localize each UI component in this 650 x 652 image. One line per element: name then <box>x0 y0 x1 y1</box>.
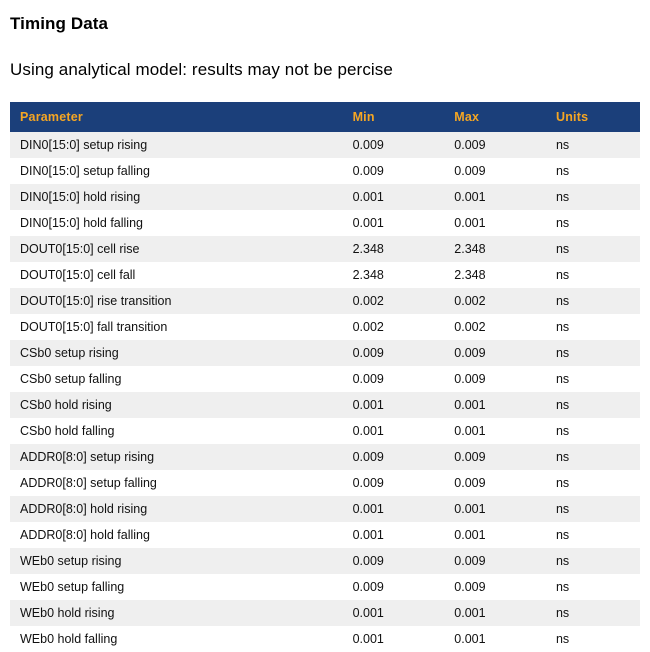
cell-max: 0.009 <box>444 574 546 600</box>
cell-max: 0.009 <box>444 340 546 366</box>
cell-units: ns <box>546 314 640 340</box>
cell-units: ns <box>546 340 640 366</box>
cell-min: 0.001 <box>343 496 445 522</box>
cell-max: 0.001 <box>444 392 546 418</box>
table-row <box>10 496 640 522</box>
cell-parameter: ADDR0[8:0] hold falling <box>10 522 343 548</box>
cell-min: 0.001 <box>343 184 445 210</box>
cell-units: ns <box>546 236 640 262</box>
cell-max: 0.009 <box>444 470 546 496</box>
cell-units: ns <box>546 288 640 314</box>
table-row <box>10 184 640 210</box>
cell-max: 2.348 <box>444 236 546 262</box>
cell-min: 0.009 <box>343 340 445 366</box>
table-row <box>10 392 640 418</box>
table-row <box>10 132 640 158</box>
cell-parameter: CSb0 hold rising <box>10 392 343 418</box>
table-row <box>10 366 640 392</box>
cell-min: 0.009 <box>343 548 445 574</box>
cell-parameter: CSb0 setup falling <box>10 366 343 392</box>
cell-parameter: DOUT0[15:0] cell rise <box>10 236 343 262</box>
cell-parameter: ADDR0[8:0] setup rising <box>10 444 343 470</box>
cell-max: 0.009 <box>444 132 546 158</box>
cell-units: ns <box>546 392 640 418</box>
cell-parameter: DOUT0[15:0] cell fall <box>10 262 343 288</box>
cell-units: ns <box>546 210 640 236</box>
cell-parameter: DOUT0[15:0] fall transition <box>10 314 343 340</box>
cell-min: 0.009 <box>343 132 445 158</box>
table-row <box>10 236 640 262</box>
cell-min: 0.001 <box>343 392 445 418</box>
cell-parameter: DIN0[15:0] hold falling <box>10 210 343 236</box>
column-header-units: Units <box>546 102 640 132</box>
cell-min: 0.001 <box>343 600 445 626</box>
cell-parameter: DIN0[15:0] hold rising <box>10 184 343 210</box>
cell-parameter: CSb0 setup rising <box>10 340 343 366</box>
cell-min: 0.009 <box>343 470 445 496</box>
cell-max: 0.009 <box>444 158 546 184</box>
cell-parameter: WEb0 setup falling <box>10 574 343 600</box>
table-row <box>10 288 640 314</box>
cell-units: ns <box>546 600 640 626</box>
page-title: Timing Data <box>10 14 109 33</box>
cell-min: 2.348 <box>343 236 445 262</box>
cell-min: 0.002 <box>343 314 445 340</box>
cell-max: 0.001 <box>444 600 546 626</box>
table-row <box>10 158 640 184</box>
cell-max: 0.002 <box>444 288 546 314</box>
cell-min: 0.009 <box>343 158 445 184</box>
cell-parameter: DOUT0[15:0] rise transition <box>10 288 343 314</box>
cell-units: ns <box>546 522 640 548</box>
cell-units: ns <box>546 262 640 288</box>
cell-max: 0.001 <box>444 522 546 548</box>
cell-max: 0.001 <box>444 626 546 652</box>
table-row <box>10 574 640 600</box>
model-note: Using analytical model: results may not be percise <box>10 60 393 79</box>
table-row <box>10 340 640 366</box>
cell-min: 0.009 <box>343 574 445 600</box>
cell-parameter: DIN0[15:0] setup rising <box>10 132 343 158</box>
cell-min: 0.009 <box>343 444 445 470</box>
table-row <box>10 444 640 470</box>
table-body <box>10 132 640 652</box>
table-row <box>10 262 640 288</box>
table-row <box>10 314 640 340</box>
cell-min: 0.009 <box>343 366 445 392</box>
cell-parameter: WEb0 setup rising <box>10 548 343 574</box>
table-row <box>10 210 640 236</box>
table-row <box>10 522 640 548</box>
cell-units: ns <box>546 496 640 522</box>
cell-parameter: ADDR0[8:0] setup falling <box>10 470 343 496</box>
cell-units: ns <box>546 548 640 574</box>
cell-max: 0.002 <box>444 314 546 340</box>
cell-min: 2.348 <box>343 262 445 288</box>
cell-max: 2.348 <box>444 262 546 288</box>
cell-max: 0.001 <box>444 184 546 210</box>
cell-units: ns <box>546 574 640 600</box>
cell-min: 0.001 <box>343 210 445 236</box>
column-header-parameter: Parameter <box>10 102 343 132</box>
cell-parameter: WEb0 hold rising <box>10 600 343 626</box>
table-row <box>10 470 640 496</box>
column-header-max: Max <box>444 102 546 132</box>
cell-units: ns <box>546 626 640 652</box>
timing-data-table <box>10 102 640 652</box>
cell-min: 0.001 <box>343 522 445 548</box>
cell-min: 0.002 <box>343 288 445 314</box>
column-header-min: Min <box>343 102 445 132</box>
cell-units: ns <box>546 418 640 444</box>
cell-units: ns <box>546 366 640 392</box>
table-row <box>10 418 640 444</box>
table-header-row <box>10 102 640 132</box>
cell-parameter: DIN0[15:0] setup falling <box>10 158 343 184</box>
cell-units: ns <box>546 444 640 470</box>
cell-parameter: ADDR0[8:0] hold rising <box>10 496 343 522</box>
cell-max: 0.001 <box>444 210 546 236</box>
cell-max: 0.001 <box>444 496 546 522</box>
cell-max: 0.009 <box>444 366 546 392</box>
cell-parameter: WEb0 hold falling <box>10 626 343 652</box>
cell-units: ns <box>546 470 640 496</box>
table-header <box>10 102 640 132</box>
cell-parameter: CSb0 hold falling <box>10 418 343 444</box>
table-row <box>10 600 640 626</box>
cell-units: ns <box>546 158 640 184</box>
cell-min: 0.001 <box>343 626 445 652</box>
cell-units: ns <box>546 184 640 210</box>
cell-units: ns <box>546 132 640 158</box>
table-row <box>10 548 640 574</box>
table-row <box>10 626 640 652</box>
cell-max: 0.009 <box>444 444 546 470</box>
cell-max: 0.009 <box>444 548 546 574</box>
cell-max: 0.001 <box>444 418 546 444</box>
cell-min: 0.001 <box>343 418 445 444</box>
